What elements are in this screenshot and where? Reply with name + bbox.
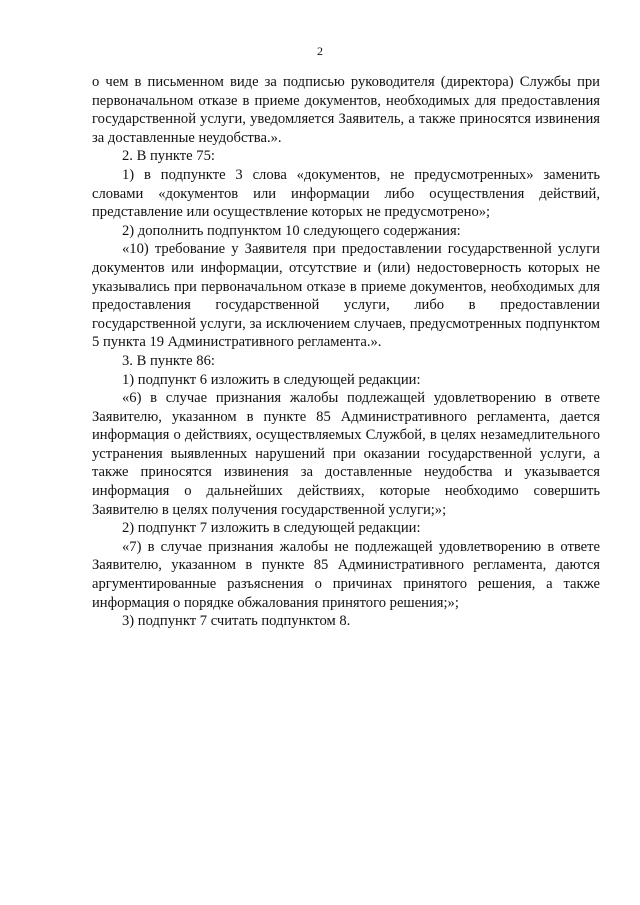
paragraph-item-3-heading: 3. В пункте 86: [122,352,215,369]
paragraph-item-2-heading: 2. В пункте 75: [122,148,215,165]
paragraph-subitem-1: 1) в подпункте 3 слова «документов, не предусмотренных» заменить словами «документов или информации либо осуществления действий, представление или осуществление которых не предусмотрено»; [92,166,600,221]
document-body [92,73,600,631]
paragraph-subitem-2: 2) дополнить подпунктом 10 следующего содержания: [122,222,461,239]
page-number: 2 [317,44,323,58]
paragraph-subitem-2-amend-7: 2) подпункт 7 изложить в следующей редакции: [122,520,421,537]
paragraph-continuation: о чем в письменном виде за подписью руководителя (директора) Службы при первоначальном отказе в приеме документов, необходимых для предоставления государственной услуги, уведомляется Заявитель, а также приносятся извинения за доставленные неудобства.». [92,74,600,146]
paragraph-quote-10: «10) требование у Заявителя при предоставлении государственной услуги документов или информации, отсутствие и (или) недостоверность которых не указывались при первоначальном отказе в приеме документов, необходимых для предоставления государственной услуги, либо в предоставлении государственной услуги, за исключением случаев, предусмотренных подпунктом 5 пункта 19 Административного регламента.». [92,241,600,351]
paragraph-subitem-3-renumber: 3) подпункт 7 считать подпунктом 8. [122,613,351,630]
paragraph-quote-6: «6) в случае признания жалобы подлежащей удовлетворению в ответе Заявителю, указанном в пункте 85 Административного регламента, дается информация о действиях, осуществляемых Службой, в целях незамедлительного устранения выявленных нарушений при оказании государственной услуги, а также приносятся извинения за доставленные неудобства и указывается информация о дальнейших действиях, которые необходимо совершить Заявителю в целях получения государственной услуги;»; [92,390,600,518]
paragraph-subitem-1-amend-6: 1) подпункт 6 изложить в следующей редакции: [122,371,421,388]
paragraph-quote-7: «7) в случае признания жалобы не подлежащей удовлетворению в ответе Заявителю, указанном в пункте 85 Административного регламента, даются аргументированные разъяснения о причинах принятого решения, а также информация о порядке обжалования принятого решения;»; [92,538,600,611]
